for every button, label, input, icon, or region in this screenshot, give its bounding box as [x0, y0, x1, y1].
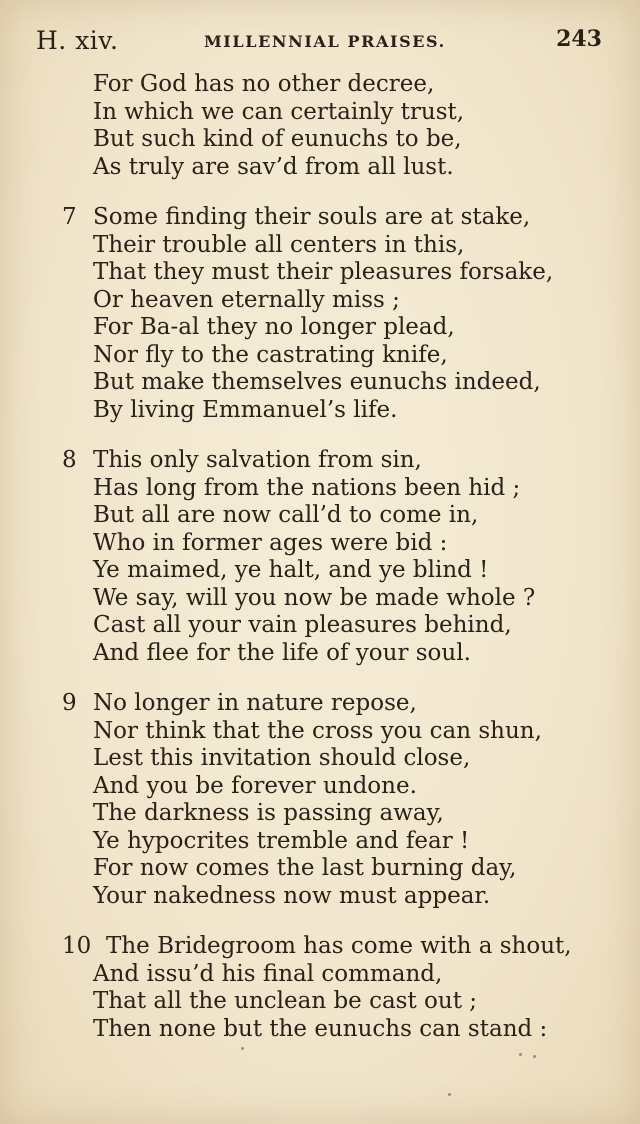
verse-line: Or heaven eternally miss ; [93, 286, 400, 313]
verse-line: 10 The Bridegroom has come with a shout, [62, 933, 572, 959]
verse-line: 9 No longer in nature repose, [62, 690, 417, 716]
verse-line: But such kind of eunuchs to be, [93, 126, 462, 152]
verse-line: That they must their pleasures forsake, [93, 259, 554, 285]
stanza-9 [0, 690, 640, 910]
verse-line: Their trouble all centers in this, [93, 231, 465, 258]
running-header [36, 26, 604, 60]
stanza-number: 10 [62, 933, 92, 959]
verse-line: For now comes the last burning day, [93, 855, 517, 881]
verse-line: And you be forever undone. [93, 772, 417, 799]
hymn-reference: H. xiv. [36, 26, 119, 55]
verse-line: We say, will you now be made whole ? [93, 584, 536, 611]
verse-line: In which we can certainly trust, [93, 98, 465, 125]
verse-line: Has long from the nations been hid ; [93, 474, 521, 501]
ink-speck [448, 1093, 451, 1096]
running-title: MILLENNIAL PRAISES. [204, 32, 446, 51]
verse-line: Who in former ages were bid : [93, 529, 448, 556]
stanza-8 [0, 447, 640, 667]
verse-line: Cast all your vain pleasures behind, [93, 612, 512, 638]
ink-speck [533, 1055, 536, 1058]
verse-line: For God has no other decree, [93, 71, 435, 97]
verse-line: As truly are sav’d from all lust. [93, 153, 454, 180]
stanza-number: 8 [62, 447, 77, 473]
verse-line: The darkness is passing away, [93, 800, 444, 826]
verse-line: Ye maimed, ye halt, and ye blind ! [93, 557, 489, 583]
verse-line: Your nakedness now must appear. [93, 882, 491, 909]
ink-speck [241, 1047, 244, 1050]
verse-line: 7 Some finding their souls are at stake, [62, 204, 531, 230]
stanza-number: 7 [62, 204, 77, 230]
stanza-10 [0, 933, 640, 1043]
hymn-text [0, 71, 640, 1043]
verse-line: By living Emmanuel’s life. [93, 396, 398, 423]
stanza-number: 9 [62, 690, 77, 716]
verse-line: Then none but the eunuchs can stand : [93, 1015, 548, 1042]
verse-line: But all are now call’d to come in, [93, 502, 479, 528]
page-number: 243 [556, 26, 602, 52]
verse-line: For Ba-al they no longer plead, [93, 314, 455, 340]
verse-line: Lest this invitation should close, [93, 745, 471, 771]
verse-line: Nor think that the cross you can shun, [93, 717, 542, 744]
stanza-7 [0, 204, 640, 424]
verse-line: Ye hypocrites tremble and fear ! [93, 827, 470, 854]
verse-line: 8 This only salvation from sin, [62, 447, 422, 473]
verse-line: And issu’d his final command, [93, 960, 443, 987]
verse-line: But make themselves eunuchs indeed, [93, 369, 541, 395]
verse-line: Nor fly to the castrating knife, [93, 341, 448, 368]
stanza-continuation [0, 71, 640, 181]
ink-speck [519, 1053, 522, 1056]
verse-line: That all the unclean be cast out ; [93, 988, 478, 1014]
verse-line: And flee for the life of your soul. [93, 639, 471, 666]
